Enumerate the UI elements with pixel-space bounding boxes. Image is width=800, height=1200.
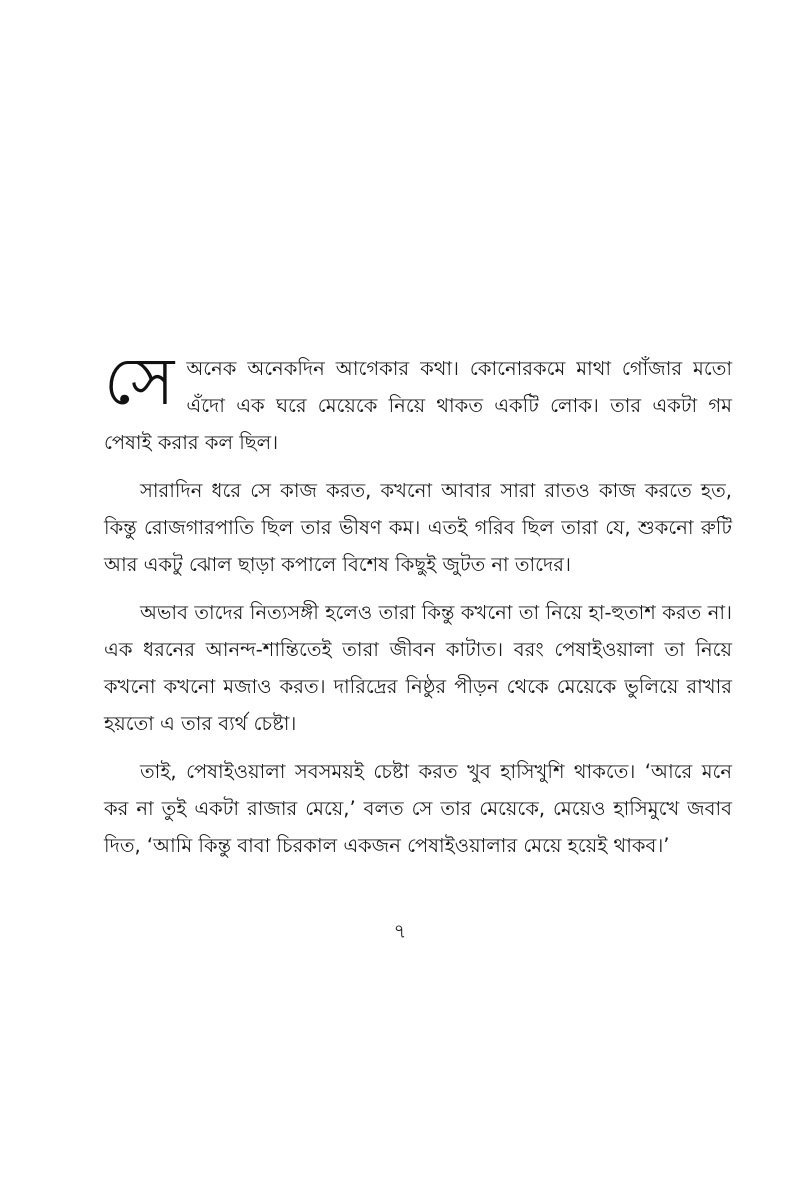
drop-cap: সে	[104, 343, 175, 420]
paragraph-1-text: অনেক অনেকদিন আগেকার কথা। কোনোরকমে মাথা গোঁজার মতো এঁদো এক ঘরে মেয়েকে নিয়ে থাকত একটি লোক। তার একটা গম পেষাই করার কল ছিল।	[104, 357, 732, 454]
story-text	[104, 343, 732, 875]
paragraph-2: সারাদিন ধরে সে কাজ করত, কখনো আবার সারা রাতও কাজ করতে হত, কিন্তু রোজগারপাতি ছিল তার ভীষণ কম। এতই গরিব ছিল তারা যে, শুকনো রুটি আর একটু ঝোল ছাড়া কপালে বিশেষ কিছুই জুটত না তাদের।	[104, 479, 732, 576]
page-number: ৭	[393, 919, 407, 943]
paragraph-4: তাই, পেষাইওয়ালা সবসময়ই চেষ্টা করত খুব হাসিখুশি থাকতে। ‘আরে মনে কর না তুই একটা রাজার মেয়ে,’ বলত সে তার মেয়েকে, মেয়েও হাসিমুখে জবাব দিত, ‘আমি কিন্তু বাবা চিরকাল একজন পেষাইওয়ালার মেয়ে হয়েই থাকব।’	[104, 760, 732, 857]
paragraph-3: অভাব তাদের নিত্যসঙ্গী হলেও তারা কিন্তু কখনো তা নিয়ে হা-হুতাশ করত না। এক ধরনের আনন্দ-শান্তিতেই তারা জীবন কাটাত। বরং পেষাইওয়ালা তা নিয়ে কখনো কখনো মজাও করত। দারিদ্রের নিষ্ঠুর পীড়ন থেকে মেয়েকে ভুলিয়ে রাখার হয়তো এ তার ব্যর্থ চেষ্টা।	[104, 601, 732, 735]
paragraph-1	[104, 343, 732, 461]
